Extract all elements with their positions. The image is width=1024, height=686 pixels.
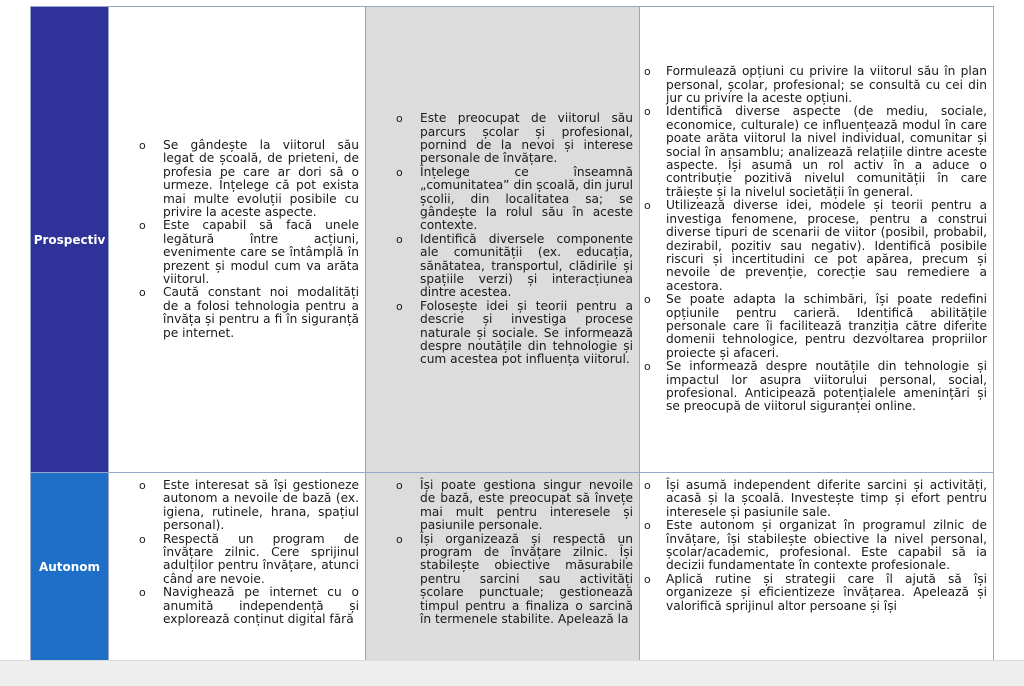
cell-prospectiv-col2 bbox=[366, 7, 640, 473]
list-item: o Respectă un program de învățare zilnic. Cere sprijinul adulților pentru învățare, atunci când are nevoie. bbox=[109, 533, 359, 587]
row-label-autonom: Autonom bbox=[31, 473, 109, 661]
list-item: o Utilizează diverse idei, modele și teorii pentru a investiga fenomene, procese, pentru a construi diverse tipuri de scenarii de viitor (posibil, probabil, dezirabil, pozitiv sau negativ). Identifică posibile riscuri și incertitudini ce pot apărea, precum și nevoile de prevenție, corecție sau remediere a acestora. bbox=[640, 199, 987, 293]
cell-prospectiv-col3 bbox=[640, 7, 994, 473]
cell-autonom-col3 bbox=[640, 473, 994, 661]
list-item: o Este capabil să facă unele legătură între acțiuni, evenimente care se întâmplă în prezent și modul cum va arăta viitorul. bbox=[109, 219, 359, 286]
list-item: o Se gândește la viitorul său legat de școală, de prieteni, de profesia pe care ar dori să o urmeze. Înțelege că pot exista mai multe evoluții posibile cu privire la aceste aspecte. bbox=[109, 139, 359, 219]
row-label-prospectiv: Prospectiv bbox=[31, 7, 109, 473]
cell-prospectiv-col1 bbox=[109, 7, 366, 473]
list-item: o Își organizează și respectă un program de învățare zilnic. Își stabilește obiective măsurabile pentru sarcini sau activități școlare punctuale; gestionează timpul pentru a finaliza o sarcină în termenele stabilite. Apelează la bbox=[366, 533, 633, 627]
list-item: o Este preocupat de viitorul său parcurs școlar și profesional, pornind de la nevoi și interese personale de învățare. bbox=[366, 112, 633, 166]
cell-autonom-col1 bbox=[109, 473, 366, 661]
table-row-autonom bbox=[31, 473, 994, 661]
list-item: o Folosește idei și teorii pentru a descrie și investiga procese naturale și sociale. Se informează despre noutățile din tehnologie și cum acestea pot influența viitorul. bbox=[366, 300, 633, 367]
list-item: o Aplică rutine și strategii care îl ajută să își organizeze și eficientizeze învățarea. Apelează și valorifică sprijinul altor persoane și își bbox=[640, 573, 987, 613]
list-item: o Caută constant noi modalități de a folosi tehnologia pentru a învăța și pentru a fi în siguranță pe internet. bbox=[109, 286, 359, 340]
page-bottom-margin bbox=[0, 660, 1024, 686]
bullet-list bbox=[109, 139, 365, 340]
competency-table bbox=[30, 6, 994, 661]
list-item: o Navighează pe internet cu o anumită independență și explorează conținut digital fără bbox=[109, 586, 359, 626]
list-item: o Se poate adapta la schimbări, își poate redefini opțiunile pentru carieră. Identifică abilitățile personale care îi facilitează tranziția către diferite domenii tehnologice, pentru dezvoltarea propriilor proiecte și afaceri. bbox=[640, 293, 987, 360]
list-item: o Formulează opțiuni cu privire la viitorul său în plan personal, școlar, profesional; se consultă cu cei din jur cu privire la aceste opțiuni. bbox=[640, 65, 987, 105]
list-item: o Își poate gestiona singur nevoile de bază, este preocupat să învețe mai mult pentru interesele și pasiunile personale. bbox=[366, 479, 633, 533]
bullet-list bbox=[640, 479, 993, 613]
list-item: o Își asumă independent diferite sarcini și activități, acasă și la școală. Investește timp și efort pentru interesele și pasiunile sale. bbox=[640, 479, 987, 519]
bullet-list bbox=[366, 479, 639, 626]
bullet-list bbox=[366, 112, 639, 367]
list-item: o Identifică diversele componente ale comunității (ex. educația, sănătatea, transportul, clădirile și spațiile verzi) și interacțiunea dintre acestea. bbox=[366, 233, 633, 300]
bullet-list bbox=[109, 479, 365, 626]
list-item: o Este autonom și organizat în programul zilnic de învățare, își stabilește obiective la nivel personal, școlar/academic, profesional. Este capabil să ia decizii fundamentate în contexte profesionale. bbox=[640, 519, 987, 573]
table-row-prospectiv bbox=[31, 7, 994, 473]
cell-autonom-col2 bbox=[366, 473, 640, 661]
list-item: o Înțelege ce înseamnă „comunitatea” din școală, din jurul școlii, din localitatea sa; se gândește la rolul său în aceste contexte. bbox=[366, 166, 633, 233]
bullet-list bbox=[640, 65, 993, 414]
list-item: o Este interesat să își gestioneze autonom a nevoile de bază (ex. igiena, rutinele, hrana, spațiul personal). bbox=[109, 479, 359, 533]
list-item: o Identifică diverse aspecte (de mediu, sociale, economice, culturale) ce influențează modul în care poate arăta viitorul la nivel individual, comunitar și social în ansamblu; analizează relațiile dintre aceste aspecte. Își asumă un rol activ în a aduce o contribuție pozitivă nivelul comunității în care trăiește și la nivelul societății în general. bbox=[640, 105, 987, 199]
list-item: o Se informează despre noutățile din tehnologie și impactul lor asupra viitorului personal, social, profesional. Anticipează potențialele amenințări și se preocupă de viitorul siguranței online. bbox=[640, 360, 987, 414]
